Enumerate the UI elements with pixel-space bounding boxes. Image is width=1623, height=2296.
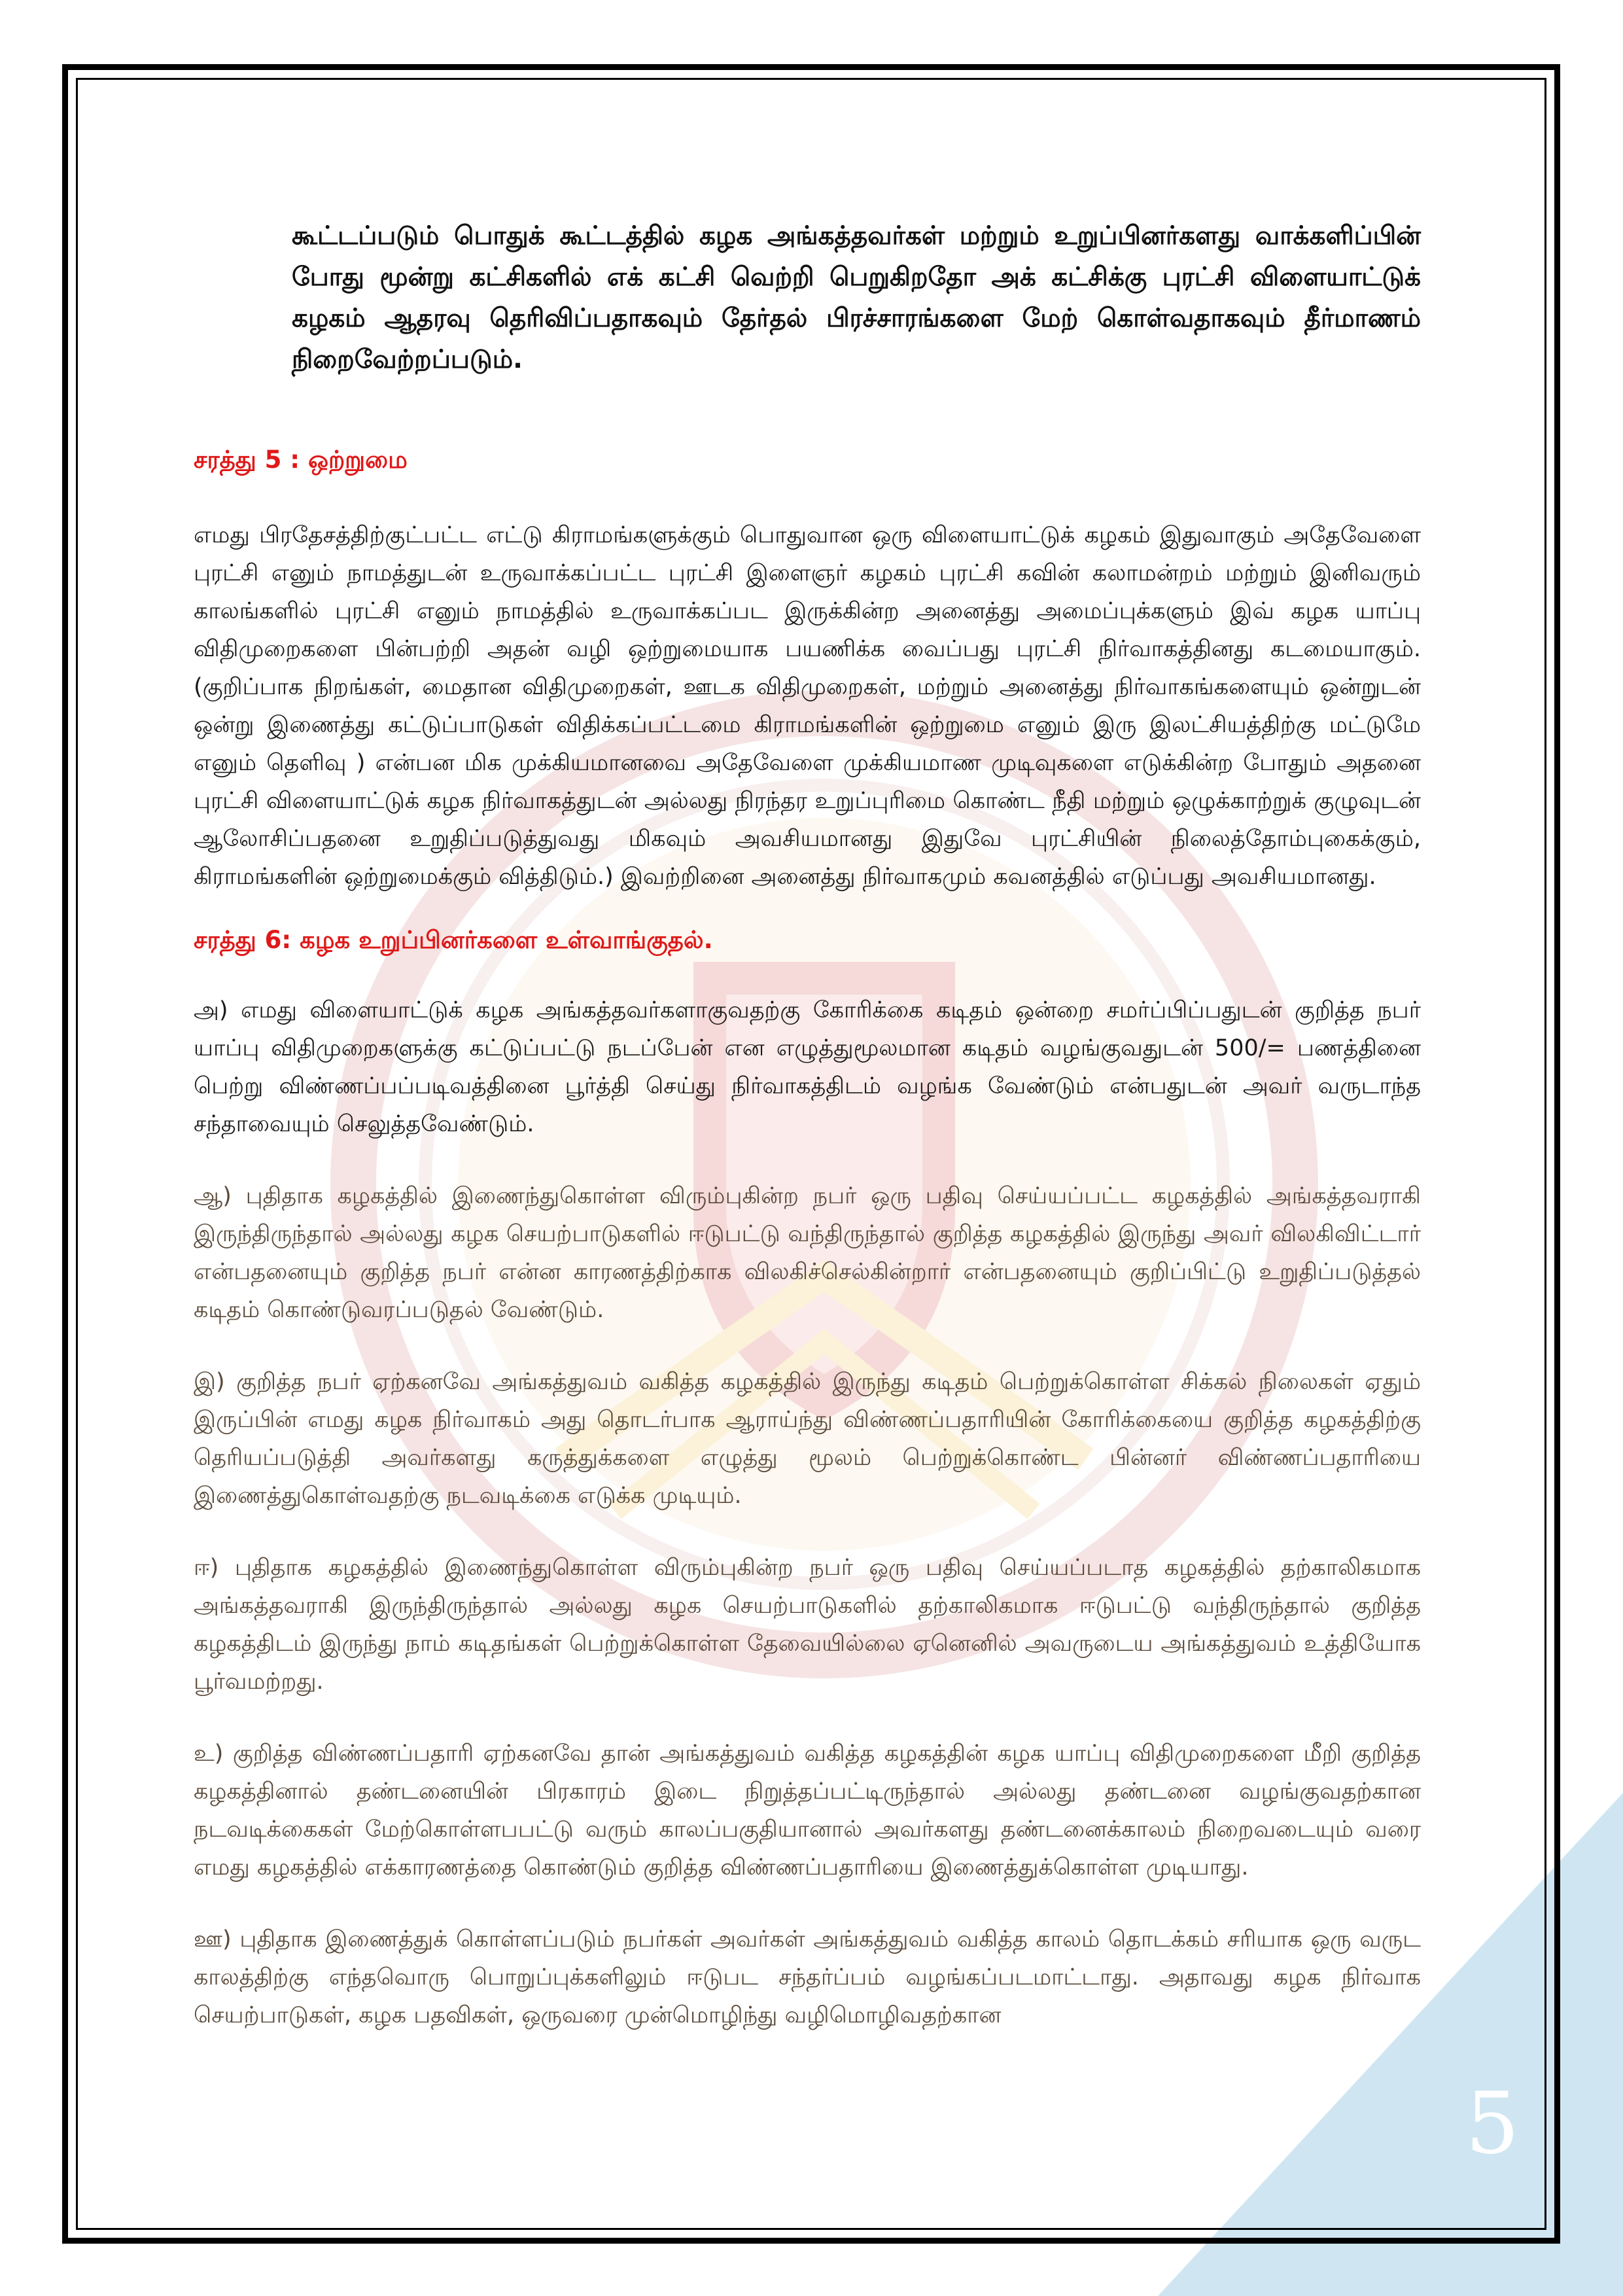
section-6-clause-a: அ) எமது விளையாட்டுக் கழக அங்கத்தவர்களாகுவதற்கு கோரிக்கை கடிதம் ஒன்றை சமர்ப்பிப்பதுடன் குறித்த நபர் யாப்பு விதிமுறைகளுக்கு கட்டுப்பட்டு நடப்பேன் என எழுத்துமூலமான கடிதம் வழங்குவதுடன் 500/= பணத்தினை பெற்று விண்ணப்பப்படிவத்தினை பூர்த்தி செய்து நிர்வாகத்திடம் வழங்க வேண்டும் என்பதுடன் அவர் வருடாந்த சந்தாவையும் செலுத்தவேண்டும். bbox=[194, 997, 1421, 1137]
section-6-clause-ii: ஈ) புதிதாக கழகத்தில் இணைந்துகொள்ள விரும்புகின்ற நபர் ஒரு பதிவு செய்யப்படாத கழகத்தில் தற்காலிகமாக அங்கத்தவராகி இருந்திருந்தால் அல்லது கழக செயற்பாடுகளில் தற்காலிகமாக ஈடுபட்டு வந்திருந்தால் குறித்த கழகத்திடம் இருந்து நாம் கடிதங்கள் பெற்றுக்கொள்ள தேவையில்லை ஏனெனில் அவருடைய அங்கத்துவம் உத்தியோக பூர்வமற்றது. bbox=[194, 1555, 1421, 1695]
section-6-clause-u: உ) குறித்த விண்ணப்பதாரி ஏற்கனவே தான் அங்கத்துவம் வகித்த கழகத்தின் கழக யாப்பு விதிமுறைகளை மீறி குறித்த கழகத்தினால் தண்டனையின் பிரகாரம் இடை நிறுத்தப்பட்டிருந்தால் அல்லது தண்டனை வழங்குவதற்கான நடவடிக்கைகள் மேற்கொள்ளபபட்டு வரும் காலப்பகுதியானால் அவர்களது தண்டனைக்காலம் நிறைவடையும் வரை எமது கழகத்தில் எக்காரணத்தை கொண்டும் குறித்த விண்ணப்பதாரியை இணைத்துக்கொள்ள முடியாது. bbox=[194, 1740, 1421, 1881]
section-6-clause-i: இ) குறித்த நபர் ஏற்கனவே அங்கத்துவம் வகித்த கழகத்தில் இருந்து கடிதம் பெற்றுக்கொள்ள சிக்கல் நிலைகள் ஏதும் இருப்பின் எமது கழக நிர்வாகம் அது தொடர்பாக ஆராய்ந்து விண்ணப்பதாரியின் கோரிக்கையை குறித்த கழகத்திற்கு தெரியப்படுத்தி அவர்களது கருத்துக்களை எழுத்து மூலம் பெற்றுக்கொண்ட பின்னர் விண்ணப்பதாரியை இணைத்துகொள்வதற்கு நடவடிக்கை எடுக்க முடியும். bbox=[194, 1369, 1421, 1509]
page-number: 5 bbox=[1465, 2074, 1520, 2173]
section-6-clause-uu: ஊ) புதிதாக இணைத்துக் கொள்ளப்படும் நபர்கள் அவர்கள் அங்கத்துவம் வகித்த காலம் தொடக்கம் சரியாக ஒரு வருட காலத்திற்கு எந்தவொரு பொறுப்புக்களிலும் ஈடுபட சந்தர்ப்பம் வழங்கப்படமாட்டாது. அதாவது கழக நிர்வாக செயற்பாடுகள், கழக பதவிகள், ஒருவரை முன்மொழிந்து வழிமொழிவதற்கான bbox=[194, 1926, 1421, 2028]
section-5-body: எமது பிரதேசத்திற்குட்பட்ட எட்டு கிராமங்களுக்கும் பொதுவான ஒரு விளையாட்டுக் கழகம் இதுவாகும் அதேவேளை புரட்சி எனும் நாமத்துடன் உருவாக்கப்பட்ட புரட்சி இளைஞர் கழகம் புரட்சி கவின் கலாமன்றம் மற்றும் இனிவரும் காலங்களில் புரட்சி எனும் நாமத்தில் உருவாக்கப்பட இருக்கின்ற அனைத்து அமைப்புக்களும் இவ் கழக யாப்பு விதிமுறைகளை பின்பற்றி அதன் வழி ஒற்றுமையாக பயணிக்க வைப்பது புரட்சி நிர்வாகத்தினது கடமையாகும். (குறிப்பாக நிறங்கள், மைதான விதிமுறைகள், ஊடக விதிமுறைகள், மற்றும் அனைத்து நிர்வாகங்களையும் ஒன்றுடன் ஒன்று இணைத்து கட்டுப்பாடுகள் விதிக்கப்பட்டமை கிராமங்களின் ஒற்றுமை எனும் இரு இலட்சியத்திற்கு மட்டுமே எனும் தெளிவு ) என்பன மிக முக்கியமானவை அதேவேளை முக்கியமாண முடிவுகளை எடுக்கின்ற போதும் அதனை புரட்சி விளையாட்டுக் கழக நிர்வாகத்துடன் அல்லது நிரந்தர உறுப்புரிமை கொண்ட நீதி மற்றும் ஒழுக்காற்றுக் குழுவுடன் ஆலோசிப்பதனை உறுதிப்படுத்துவது மிகவும் அவசியமானது இதுவே புரட்சியின் நிலைத்தோம்புகைக்கும், கிராமங்களின் ஒற்றுமைக்கும் வித்திடும்.) இவற்றினை அனைத்து நிர்வாகமும் கவனத்தில் எடுப்பது அவசியமானது. bbox=[194, 522, 1421, 890]
document-body bbox=[194, 190, 1421, 2034]
section-5-heading: சரத்து 5 : ஒற்றுமை bbox=[194, 446, 408, 474]
intro-paragraph: கூட்டப்படும் பொதுக் கூட்டத்தில் கழக அங்கத்தவர்கள் மற்றும் உறுப்பினர்களது வாக்களிப்பின் போது மூன்று கட்சிகளில் எக் கட்சி வெற்றி பெறுகிறதோ அக் கட்சிக்கு புரட்சி விளையாட்டுக் கழகம் ஆதரவு தெரிவிப்பதாகவும் தேர்தல் பிரச்சாரங்களை மேற் கொள்வதாகவும் தீர்மாணம் நிறைவேற்றப்படும். bbox=[292, 221, 1421, 374]
section-6-clause-aa: ஆ) புதிதாக கழகத்தில் இணைந்துகொள்ள விரும்புகின்ற நபர் ஒரு பதிவு செய்யப்பட்ட கழகத்தில் அங்கத்தவராகி இருந்திருந்தால் அல்லது கழக செயற்பாடுகளில் ஈடுபட்டு வந்திருந்தால் குறித்த கழகத்தில் இருந்து அவர் விலகிவிட்டார் என்பதனையும் குறித்த நபர் என்ன காரணத்திற்காக விலகிச்செல்கின்றார் என்பதனையும் குறிப்பிட்டு உறுதிப்படுத்தல் கடிதம் கொண்டுவரப்படுதல் வேண்டும். bbox=[194, 1183, 1421, 1323]
section-6-heading: சரத்து 6: கழக உறுப்பினர்களை உள்வாங்குதல். bbox=[194, 926, 713, 954]
